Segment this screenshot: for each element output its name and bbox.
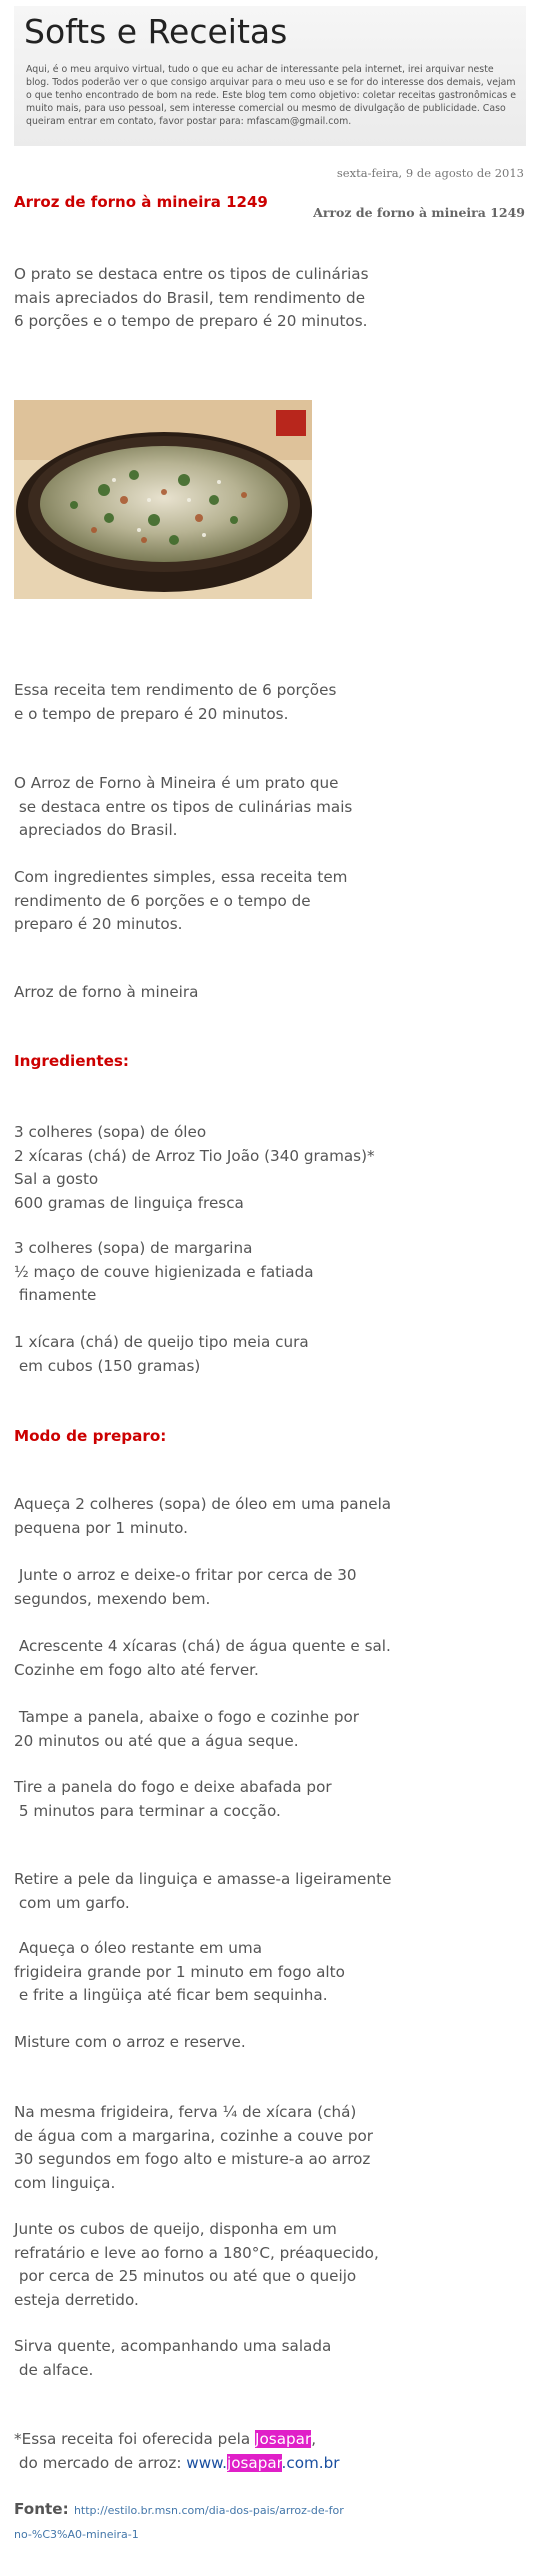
paragraph-descricao: O Arroz de Forno à Mineira é um prato que se destaca entre os tipos de culinárias mais apreciados do Brasil. bbox=[14, 774, 353, 839]
post-date: sexta-feira, 9 de agosto de 2013 bbox=[336, 166, 524, 180]
prep-step-9: Na mesma frigideira, ferva ¼ de xícara (chá) de água com a margarina, cozinhe a couve por 30 segundos em fogo alto e misture-a ao arroz com linguiça. bbox=[14, 2103, 373, 2192]
blog-description: Aqui, é o meu arquivo virtual, tudo o que eu achar de interessante pela internet, irei arquivar neste blog. Todos poderão ver o que consigo arquivar para o meu uso e se for do interesse dos demais, vejam o que tenho encontrado de bom na rede. Este blog tem como objetivo: coletar receitas gastronômicas e muito mais, para uso pessoal, sem interesse comercial ou mesmo de divulgação de publicidade. Caso queiram entrar em contato, favor postar para: mfascam@gmail.com. bbox=[26, 64, 516, 127]
post-title[interactable]: Arroz de forno à mineira 1249 bbox=[14, 193, 268, 211]
post-header-title[interactable]: Arroz de forno à mineira 1249 bbox=[313, 205, 525, 220]
fonte-paragraph bbox=[14, 2498, 344, 2545]
link-brand-highlight[interactable]: josapar bbox=[226, 2453, 282, 2472]
ingredients-list-2: 3 colheres (sopa) de margarina ½ maço de couve higienizada e fatiada finamente bbox=[14, 1239, 314, 1304]
josapar-highlight: Josapar bbox=[255, 2430, 312, 2448]
prep-step-8: Misture com o arroz e reserve. bbox=[14, 2033, 246, 2051]
credit-paragraph bbox=[14, 2428, 340, 2475]
fonte-label: Fonte: bbox=[14, 2500, 74, 2518]
credit-text-2: , do mercado de arroz: bbox=[18, 2430, 317, 2472]
intro-paragraph: O prato se destaca entre os tipos de culinárias mais apreciados do Brasil, tem rendimento de 6 porções e o tempo de preparo é 20 minutos. bbox=[14, 265, 369, 330]
paragraph-rendimento: Essa receita tem rendimento de 6 porções e o tempo de preparo é 20 minutos. bbox=[14, 681, 337, 723]
prep-step-5: Tire a panela do fogo e deixe abafada por 5 minutos para terminar a cocção. bbox=[14, 1778, 332, 1820]
josapar-link[interactable] bbox=[186, 2454, 339, 2472]
link-prefix[interactable]: www. bbox=[186, 2453, 227, 2472]
prep-step-1: Aqueça 2 colheres (sopa) de óleo em uma panela pequena por 1 minuto. bbox=[14, 1495, 392, 1537]
ingredients-heading: Ingredientes: bbox=[14, 1052, 129, 1070]
fonte-link[interactable]: http://estilo.br.msn.com/dia-dos-pais/arroz-de-forno-%C3%A0-mineira-1 bbox=[14, 2504, 344, 2541]
prep-step-6: Retire a pele da linguiça e amasse-a ligeiramente com um garfo. bbox=[14, 1870, 392, 1912]
prep-step-11: Sirva quente, acompanhando uma salada de alface. bbox=[14, 2337, 332, 2379]
ingredients-list-3: 1 xícara (chá) de queijo tipo meia cura em cubos (150 gramas) bbox=[14, 1333, 309, 1375]
prep-step-2: Junte o arroz e deixe-o fritar por cerca de 30 segundos, mexendo bem. bbox=[14, 1566, 357, 1608]
prep-heading: Modo de preparo: bbox=[14, 1427, 167, 1445]
paragraph-recipe-name: Arroz de forno à mineira bbox=[14, 983, 199, 1001]
prep-step-7: Aqueça o óleo restante em uma frigideira grande por 1 minuto em fogo alto e frite a lingüiça até ficar bem sequinha. bbox=[14, 1939, 345, 2004]
recipe-photo bbox=[14, 400, 312, 599]
link-suffix[interactable]: .com.br bbox=[281, 2453, 340, 2472]
credit-text: *Essa receita foi oferecida pela bbox=[14, 2430, 256, 2448]
prep-step-4: Tampe a panela, abaixe o fogo e cozinhe por 20 minutos ou até que a água seque. bbox=[14, 1708, 360, 1750]
prep-step-10: Junte os cubos de queijo, disponha em um refratário e leve ao forno a 180°C, préaquecido, por cerca de 25 minutos ou até que o queijo esteja derretido. bbox=[14, 2220, 379, 2309]
arroz-de-forno-photo bbox=[14, 400, 312, 599]
paragraph-ingredientes-simples: Com ingredientes simples, essa receita tem rendimento de 6 porções e o tempo de preparo é 20 minutos. bbox=[14, 868, 348, 933]
prep-step-3: Acrescente 4 xícaras (chá) de água quente e sal. Cozinhe em fogo alto até ferver. bbox=[14, 1637, 391, 1679]
blog-title[interactable]: Softs e Receitas bbox=[24, 12, 288, 51]
blog-header bbox=[14, 6, 526, 146]
ingredients-list-1: 3 colheres (sopa) de óleo 2 xícaras (chá) de Arroz Tio João (340 gramas)* Sal a gosto 600 gramas de linguiça fresca bbox=[14, 1123, 375, 1212]
